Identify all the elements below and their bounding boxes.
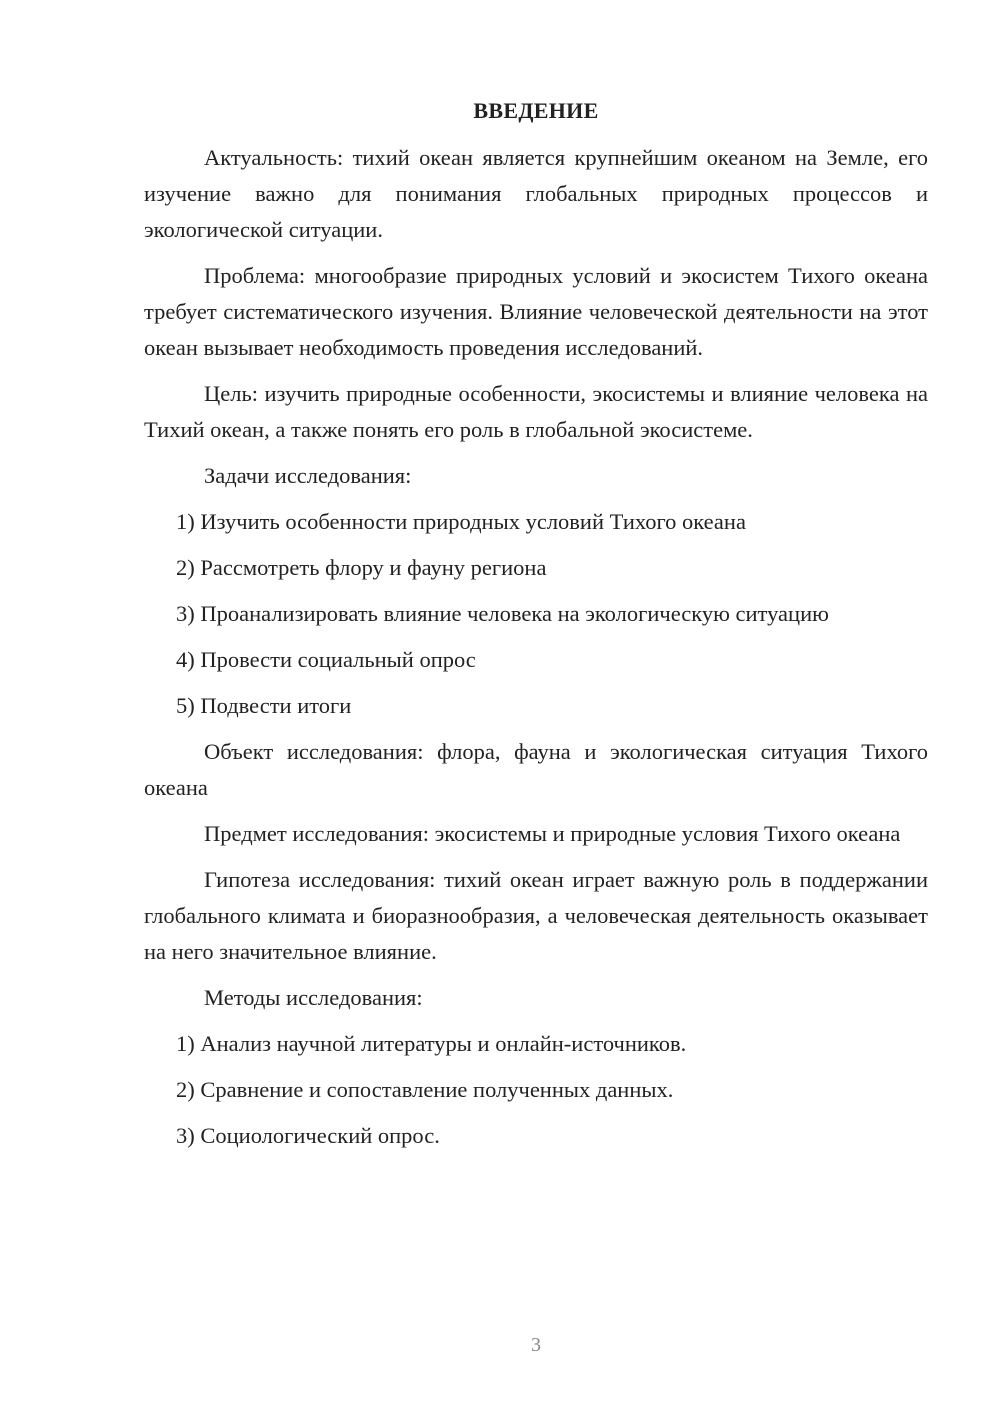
paragraph-object: Объект исследования: флора, фауна и экологическая ситуация Тихого океана bbox=[144, 739, 928, 800]
method-item-1: 1) Анализ научной литературы и онлайн-источников. bbox=[176, 1031, 687, 1056]
paragraph-subject: Предмет исследования: экосистемы и природные условия Тихого океана bbox=[204, 821, 901, 846]
paragraph-relevance: Актуальность: тихий океан является крупнейшим океаном на Земле, его изучение важно для понимания глобальных природных процессов и экологической ситуации. bbox=[144, 145, 928, 242]
task-item-5: 5) Подвести итоги bbox=[176, 693, 352, 718]
page-title: ВВЕДЕНИЕ bbox=[473, 98, 599, 123]
paragraph-tasks-heading: Задачи исследования: bbox=[204, 463, 412, 488]
paragraph-methods-heading: Методы исследования: bbox=[204, 985, 423, 1010]
method-item-3: 3) Социологический опрос. bbox=[176, 1123, 440, 1148]
document-body bbox=[144, 140, 928, 1164]
method-item-2: 2) Сравнение и сопоставление полученных данных. bbox=[176, 1077, 674, 1102]
task-item-2: 2) Рассмотреть флору и фауну региона bbox=[176, 555, 547, 580]
paragraph-goal: Цель: изучить природные особенности, экосистемы и влияние человека на Тихий океан, а также понять его роль в глобальной экосистеме. bbox=[144, 381, 928, 442]
paragraph-problem: Проблема: многообразие природных условий и экосистем Тихого океана требует систематического изучения. Влияние человеческой деятельности на этот океан вызывает необходимость проведения исследований. bbox=[144, 263, 928, 360]
task-item-4: 4) Провести социальный опрос bbox=[176, 647, 476, 672]
task-item-1: 1) Изучить особенности природных условий Тихого океана bbox=[176, 509, 746, 534]
task-item-3: 3) Проанализировать влияние человека на экологическую ситуацию bbox=[176, 601, 829, 626]
page-number: 3 bbox=[531, 1334, 541, 1356]
paragraph-hypothesis: Гипотеза исследования: тихий океан играет важную роль в поддержании глобального климата и биоразнообразия, а человеческая деятельность оказывает на него значительное влияние. bbox=[144, 867, 928, 964]
